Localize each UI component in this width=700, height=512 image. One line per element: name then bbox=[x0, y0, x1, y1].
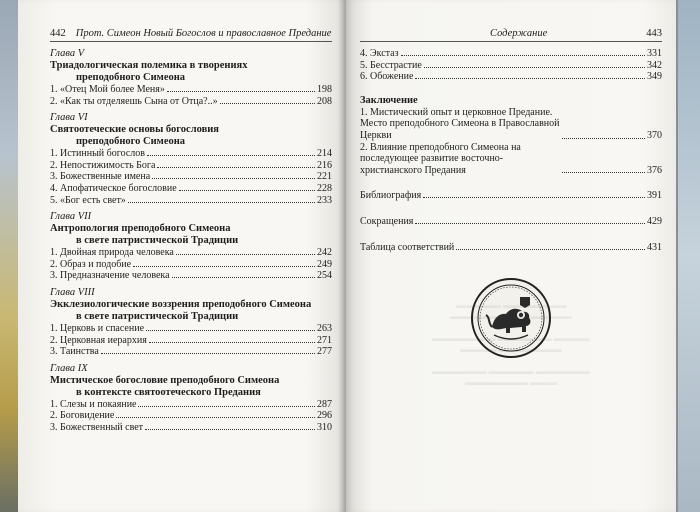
toc-entry bbox=[360, 216, 662, 228]
dot-leader bbox=[146, 330, 315, 331]
toc-entry-label: 1. Двойная природа человека bbox=[50, 247, 174, 259]
left-toc bbox=[50, 48, 332, 434]
dot-leader bbox=[128, 202, 315, 203]
chapter-block bbox=[50, 287, 332, 358]
dot-leader bbox=[423, 197, 645, 198]
toc-entry-page: 233 bbox=[317, 194, 332, 206]
toc-entry bbox=[360, 242, 662, 254]
toc-entry-label: Сокращения bbox=[360, 215, 414, 227]
toc-entry-label: 5. «Бог есть свет» bbox=[50, 194, 126, 206]
toc-entry-label: 2. Непостижимость Бога bbox=[50, 159, 156, 171]
toc-entry bbox=[50, 270, 332, 282]
toc-entry bbox=[50, 183, 332, 195]
toc-entry-page: 429 bbox=[647, 215, 662, 227]
toc-entry-page: 277 bbox=[317, 346, 332, 358]
toc-entry-page: 249 bbox=[317, 258, 332, 270]
dot-leader bbox=[138, 406, 315, 407]
toc-entry-page: 214 bbox=[317, 148, 332, 160]
toc-entry-page: 349 bbox=[647, 71, 662, 83]
dot-leader bbox=[179, 190, 315, 191]
chapter-number: Глава VIII bbox=[50, 286, 95, 298]
dot-leader bbox=[401, 55, 645, 56]
chapter-title-line1: Триадологическая полемика в творениях bbox=[50, 60, 248, 71]
dot-leader bbox=[101, 353, 315, 354]
toc-entry bbox=[50, 160, 332, 172]
dot-leader bbox=[147, 155, 315, 156]
left-page-number: 442 bbox=[50, 28, 66, 39]
toc-entry bbox=[360, 48, 662, 60]
toc-entry-page: 228 bbox=[317, 182, 332, 194]
toc-entry bbox=[360, 60, 662, 72]
toc-entry bbox=[50, 84, 332, 96]
chapter-title-line1: Святоотеческие основы богословия bbox=[50, 124, 219, 136]
dot-leader bbox=[424, 67, 645, 68]
toc-entry-page: 216 bbox=[317, 159, 332, 171]
chapter-block bbox=[50, 211, 332, 282]
toc-entry-page: 370 bbox=[647, 129, 662, 141]
right-page-number: 443 bbox=[646, 28, 662, 39]
dot-leader bbox=[149, 342, 315, 343]
toc-entry-page: 198 bbox=[317, 84, 332, 95]
toc-entry bbox=[360, 107, 662, 142]
conclusion-entries bbox=[360, 107, 662, 177]
chapter-block bbox=[50, 363, 332, 434]
chapter-number: Глава VII bbox=[50, 211, 92, 223]
toc-entry-label: 2. Церковная иерархия bbox=[50, 334, 147, 346]
dot-leader bbox=[562, 138, 645, 139]
left-page bbox=[18, 0, 346, 512]
toc-entry-label: Библиография bbox=[360, 190, 422, 202]
book-cover-right-edge bbox=[678, 0, 700, 512]
toc-entry-label: 1. Мистический опыт и церковное Предание. Место преподобного Симеона в Православной Церкви bbox=[360, 106, 560, 141]
chapter-title-line1: Антропология преподобного Симеона bbox=[50, 223, 231, 235]
chapter-title-line2: в свете патристической Традиции bbox=[76, 310, 239, 322]
dot-leader bbox=[176, 254, 315, 255]
toc-entry-label: 3. Предназначение человека bbox=[50, 270, 170, 282]
dot-leader bbox=[415, 223, 645, 224]
dot-leader bbox=[133, 266, 315, 267]
right-page bbox=[346, 0, 676, 512]
toc-entry-page: 287 bbox=[317, 398, 332, 410]
toc-entry bbox=[50, 148, 332, 160]
chapter-number: Глава IX bbox=[50, 362, 88, 374]
toc-entry-page: 391 bbox=[647, 190, 662, 202]
dot-leader bbox=[152, 178, 315, 179]
chapter-number: Глава V bbox=[50, 48, 85, 59]
toc-entry-page: 271 bbox=[317, 334, 332, 346]
toc-entry bbox=[50, 335, 332, 347]
toc-entry-label: 2. Влияние преподобного Симеона на последующее развитие восточно-христианского Предания bbox=[360, 141, 521, 176]
toc-entry bbox=[50, 195, 332, 207]
toc-entry-label: 3. Божественные имена bbox=[50, 171, 151, 183]
chapter-title-line2: в свете патристической Традиции bbox=[76, 235, 239, 247]
toc-entry-label: 2. «Как ты отделяешь Сына от Отца?..» bbox=[50, 95, 218, 107]
chapter-continuation bbox=[360, 48, 662, 83]
toc-entry-label: 1. «Отец Мой более Меня» bbox=[50, 84, 165, 95]
chapter-title-line1: Мистическое богословие преподобного Симеона bbox=[50, 374, 280, 386]
right-running-head bbox=[360, 28, 662, 42]
chapter-title bbox=[50, 299, 332, 323]
conclusion-heading: Заключение bbox=[360, 94, 418, 106]
toc-entry bbox=[50, 259, 332, 271]
toc-entry bbox=[50, 323, 332, 335]
chapter-title-line2: преподобного Симеона bbox=[76, 136, 186, 148]
toc-entry bbox=[50, 410, 332, 422]
toc-entry-page: 296 bbox=[317, 410, 332, 422]
toc-entry bbox=[50, 96, 332, 108]
toc-entry bbox=[50, 346, 332, 358]
toc-entry-page: 342 bbox=[647, 59, 662, 71]
right-running-title: Содержание bbox=[490, 28, 548, 39]
toc-entry-page: 376 bbox=[647, 164, 662, 176]
dot-leader bbox=[145, 429, 315, 430]
toc-entry-label: 3. Божественный свет bbox=[50, 421, 144, 433]
toc-entry bbox=[50, 247, 332, 259]
toc-entry-label: 3. Таинства bbox=[50, 346, 99, 358]
dot-leader bbox=[220, 103, 315, 104]
chapter-title-line2: преподобного Симеона bbox=[76, 72, 186, 83]
toc-entry-label: 2. Образ и подобие bbox=[50, 258, 132, 270]
toc-entry-label: 2. Боговидение bbox=[50, 410, 115, 422]
toc-entry-label: 4. Апофатическое богословие bbox=[50, 182, 177, 194]
chapter-title-line1: Экклезиологические воззрения преподобного Симеона bbox=[50, 298, 312, 310]
toc-entry-page: 263 bbox=[317, 322, 332, 334]
toc-entry-label: 4. Экстаз bbox=[360, 48, 399, 59]
left-running-title: Прот. Симеон Новый Богослов и православное Предание bbox=[75, 28, 332, 39]
dot-leader bbox=[456, 249, 645, 250]
toc-entry-page: 254 bbox=[317, 270, 332, 282]
bleed-through-text: ▬▬▬▬▬ ▬▬▬▬▬▬▬ ▬▬▬▬ ▬▬▬▬▬▬ ▬▬▬ ▬▬▬▬▬▬▬ ▬▬▬▬▬▬ ▬▬▬▬ ▬▬▬▬ ▬▬▬▬▬▬▬ ▬▬▬▬▬▬ ▬▬▬▬▬ ▬▬▬▬▬▬ ▬▬▬▬▬▬▬ ▬▬▬ bbox=[432, 300, 590, 387]
dot-leader bbox=[157, 167, 315, 168]
chapter-title bbox=[50, 223, 332, 247]
toc-entry bbox=[50, 171, 332, 183]
dot-leader bbox=[167, 91, 315, 92]
toc-entry-label: 6. Обожение bbox=[360, 71, 414, 83]
toc-entry-label: 1. Слезы и покаяние bbox=[50, 398, 137, 410]
toc-entry bbox=[360, 71, 662, 83]
chapter-block bbox=[50, 112, 332, 206]
dot-leader bbox=[562, 172, 645, 173]
toc-entry-page: 431 bbox=[647, 241, 662, 253]
toc-entry bbox=[360, 142, 662, 177]
toc-entry-label: 5. Бесстрастие bbox=[360, 59, 422, 71]
dot-leader bbox=[116, 417, 315, 418]
toc-entry-page: 221 bbox=[317, 171, 332, 183]
toc-entry-page: 242 bbox=[317, 247, 332, 259]
back-matter bbox=[360, 190, 662, 253]
chapter-number: Глава VI bbox=[50, 112, 88, 124]
dot-leader bbox=[172, 277, 315, 278]
chapter-title bbox=[50, 124, 332, 148]
toc-entry-label: 1. Истинный богослов bbox=[50, 148, 145, 160]
toc-entry bbox=[50, 422, 332, 434]
left-running-head bbox=[50, 28, 332, 42]
chapter-block bbox=[50, 48, 332, 107]
toc-entry bbox=[360, 190, 662, 202]
chapter-title bbox=[50, 375, 332, 399]
toc-entry-page: 208 bbox=[317, 95, 332, 107]
chapter-title bbox=[50, 60, 332, 84]
toc-entry-label: Таблица соответствий bbox=[360, 241, 455, 253]
chapter-title-line2: в контексте святоотеческого Предания bbox=[76, 386, 261, 398]
toc-entry-label: 1. Церковь и спасение bbox=[50, 322, 145, 334]
dot-leader bbox=[415, 78, 645, 79]
toc-entry-page: 310 bbox=[317, 421, 332, 433]
toc-entry bbox=[50, 399, 332, 411]
toc-entry-page: 331 bbox=[647, 48, 662, 59]
